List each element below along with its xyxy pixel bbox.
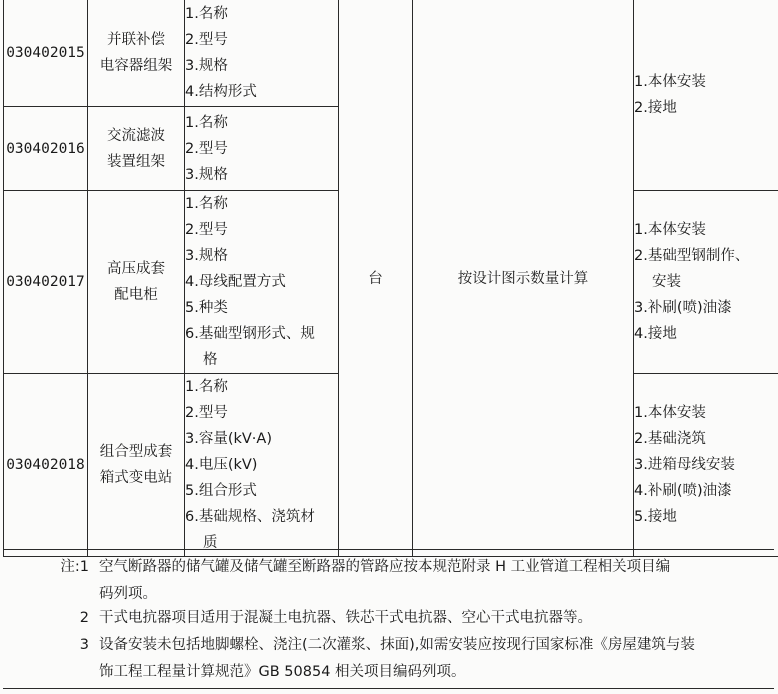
item-features: 1.名称 2.型号 3.规格: [185, 107, 339, 191]
item-code: 030402016: [4, 107, 88, 191]
note-text: 干式电抗器项目适用于混凝土电抗器、铁芯干式电抗器、空心干式电抗器等。: [99, 610, 592, 626]
note-text: 空气断路器的储气罐及储气罐至断路器的管路应按本规范附录 H 工业管道工程相关项目编: [99, 559, 671, 575]
item-code: 030402017: [4, 191, 88, 374]
item-name: 并联补偿 电容器组架: [88, 0, 185, 107]
note-text: 设备安装未包括地脚螺栓、浇注(二次灌浆、抹面),如需安装应按现行国家标准《房屋建筑与装: [99, 637, 695, 653]
note-text: 饰工程工程量计算规范》GB 50854 相关项目编码列项。: [99, 664, 466, 680]
work-content: 1.本体安装 2.基础浇筑 3.进箱母线安装 4.补刷(喷)油漆 5.接地: [634, 374, 778, 557]
item-code: 030402018: [4, 374, 88, 557]
note-number: 2: [79, 610, 89, 626]
item-features: 1.名称 2.型号 3.规格 4.母线配置方式 5.种类 6.基础型钢形式、规 格: [185, 191, 339, 374]
item-name: 高压成套 配电柜: [88, 191, 185, 374]
item-code: 030402015: [4, 0, 88, 107]
table-row: [4, 0, 778, 107]
item-name: 组合型成套 箱式变电站: [88, 374, 185, 557]
quantity-rule-cell: 按设计图示数量计算: [413, 0, 634, 557]
note-number: 3: [79, 637, 89, 653]
spec-table: [3, 0, 778, 557]
note-number: 注:1: [60, 559, 89, 575]
item-features: 1.名称 2.型号 3.容量(kV·A) 4.电压(kV) 5.组合形式 6.基础规格、浇筑材 质: [185, 374, 339, 557]
notes-section: [3, 549, 774, 689]
work-content: 1.本体安装 2.基础型钢制作、 安装 3.补刷(喷)油漆 4.接地: [634, 191, 778, 374]
unit-cell: 台: [339, 0, 413, 557]
item-features: 1.名称 2.型号 3.规格 4.结构形式: [185, 0, 339, 107]
note-text: 码列项。: [99, 586, 157, 602]
work-content: 1.本体安装 2.接地: [634, 0, 778, 191]
item-name: 交流滤波 装置组架: [88, 107, 185, 191]
